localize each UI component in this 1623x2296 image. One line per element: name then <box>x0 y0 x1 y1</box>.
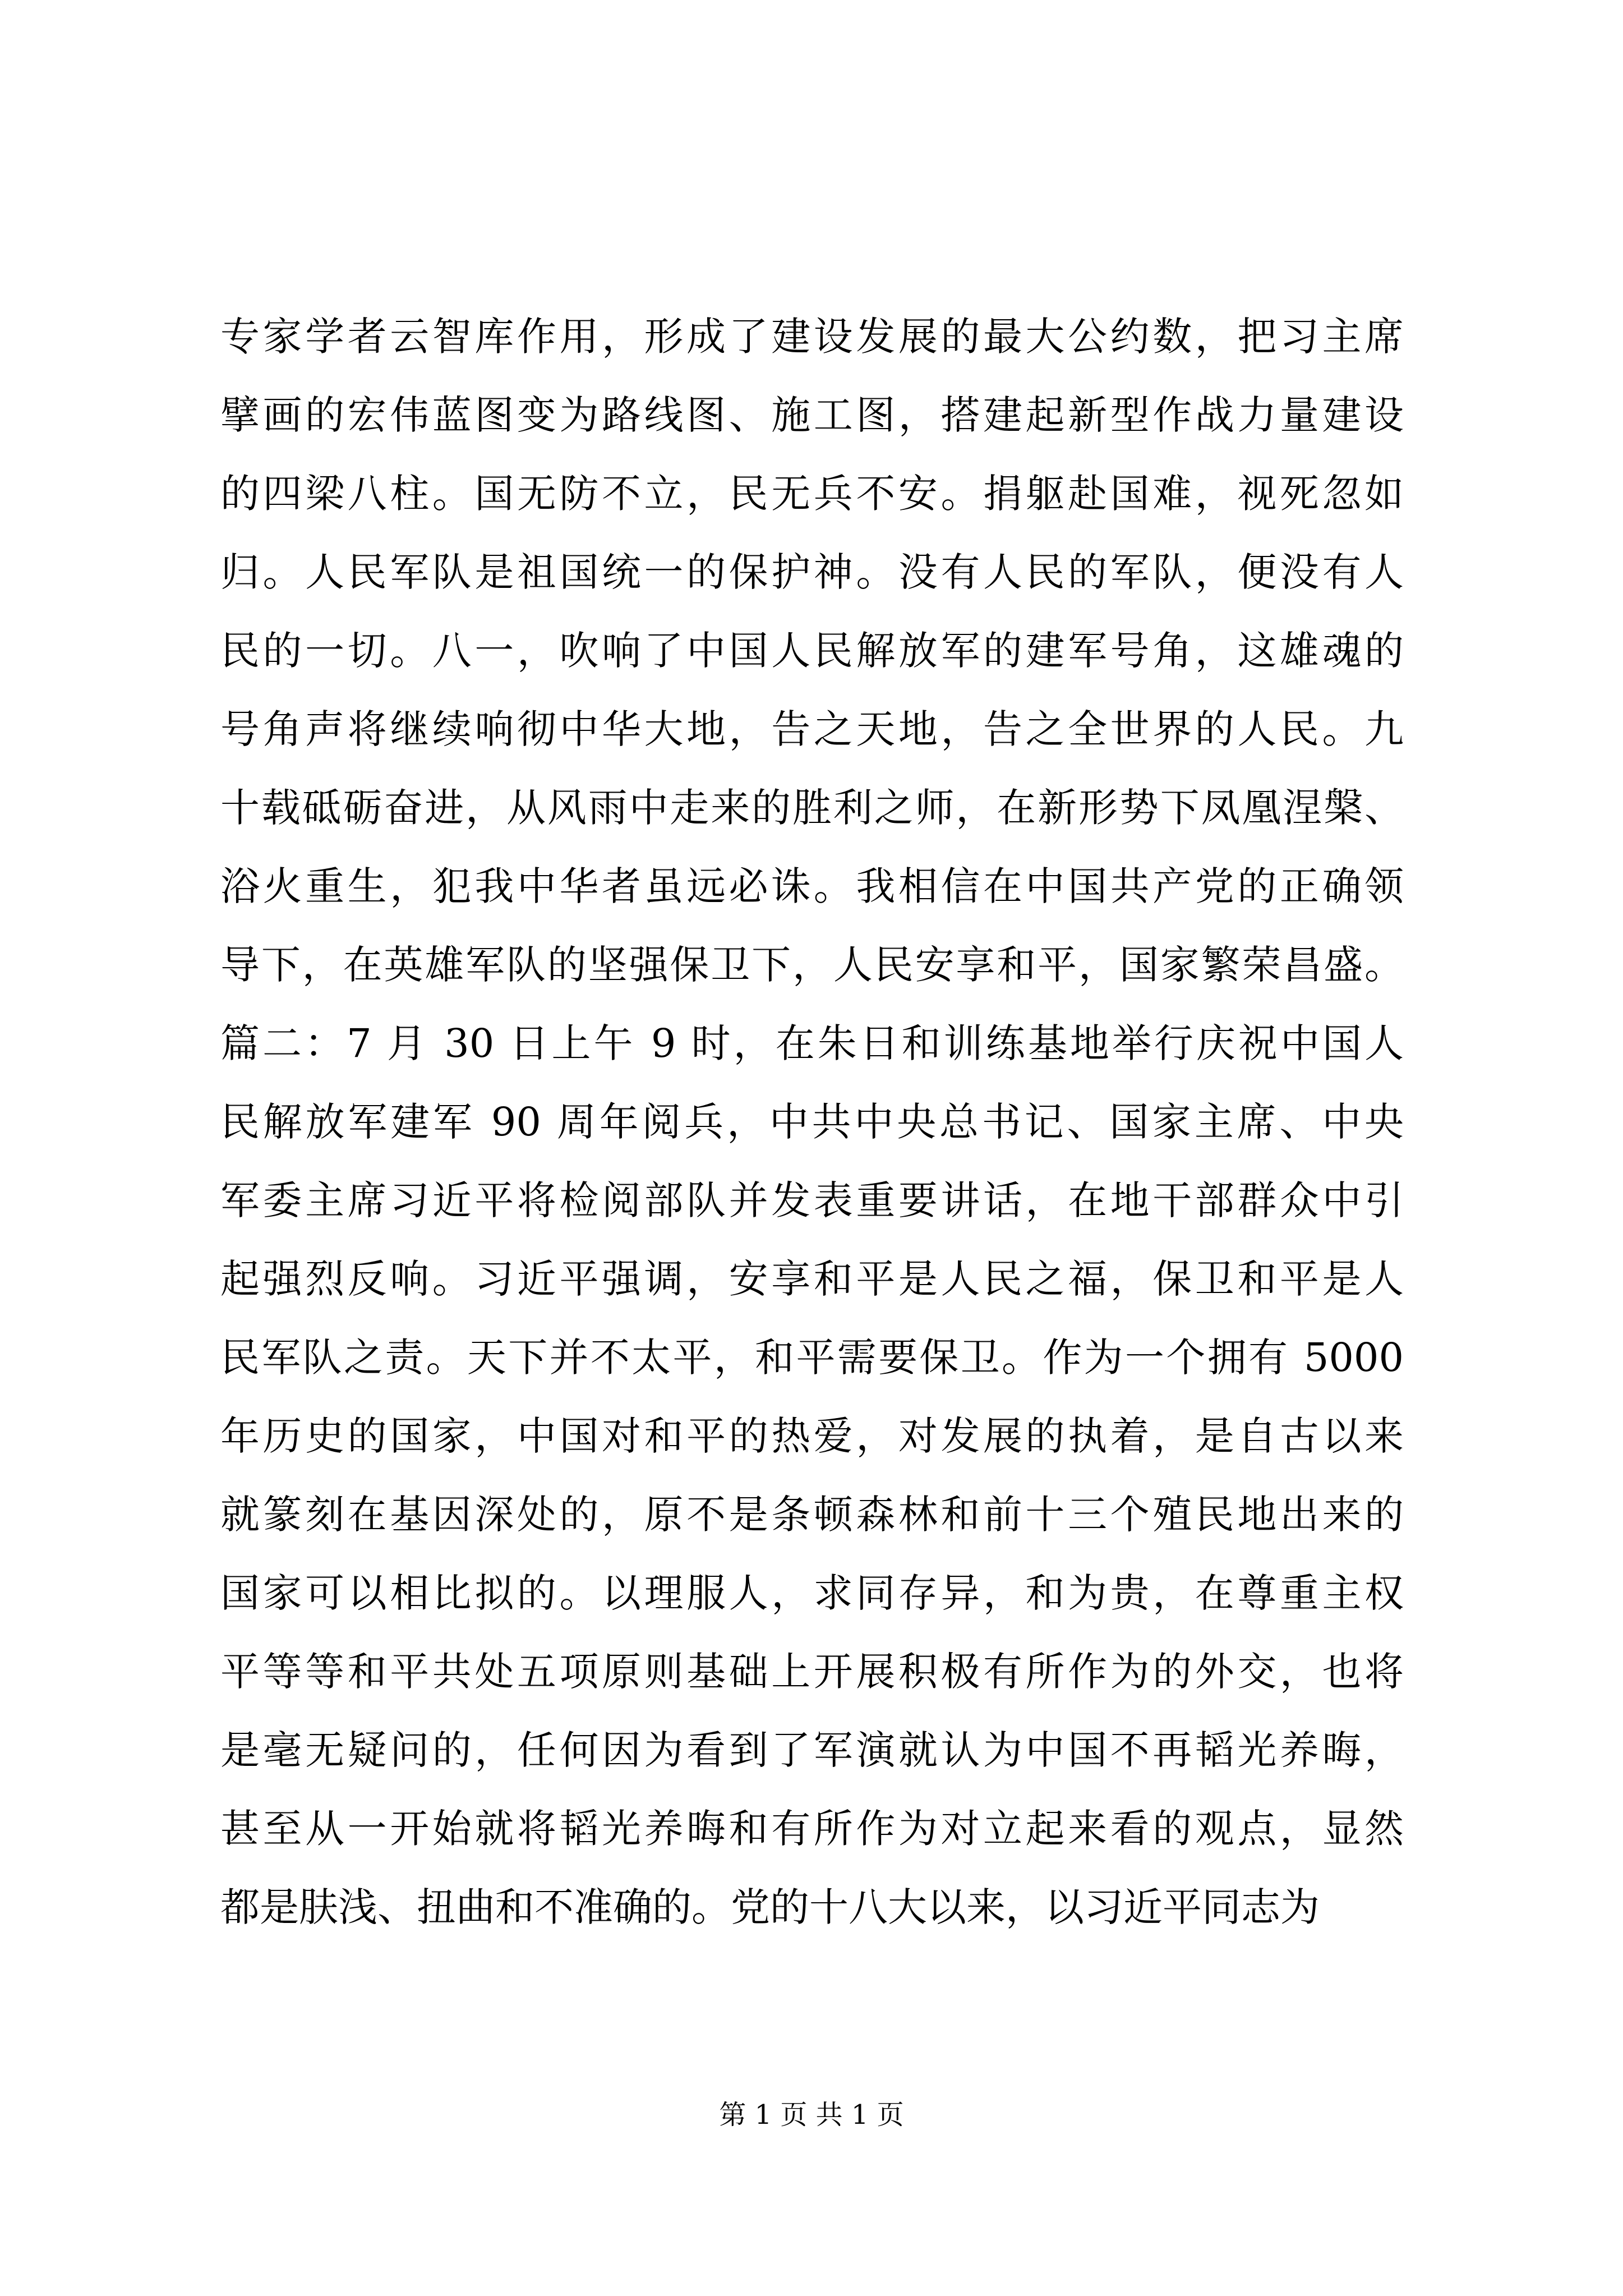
text-line: 号角声将继续响彻中华大地，告之天地，告之全世界的人民。九 <box>220 706 1404 752</box>
text-line: 的四梁八柱。国无防不立，民无兵不安。捐躯赴国难，视死忽如 <box>220 471 1404 517</box>
text-line: 平等等和平共处五项原则基础上开展积极有所作为的外交，也将 <box>220 1649 1404 1695</box>
text-line: 民的一切。八一，吹响了中国人民解放军的建军号角，这雄魂的 <box>220 628 1404 674</box>
text-line: 是毫无疑问的，任何因为看到了军演就认为中国不再韬光养晦， <box>220 1727 1404 1773</box>
text-line: 篇二：7 月 30 日上午 9 时，在朱日和训练基地举行庆祝中国人 <box>220 1020 1404 1066</box>
text-line: 浴火重生，犯我中华者虽远必诛。我相信在中国共产党的正确领 <box>220 863 1404 909</box>
page-number-label: 第 1 页 共 1 页 <box>719 2099 904 2131</box>
text-line: 十载砥砺奋进，从风雨中走来的胜利之师，在新形势下凤凰涅槃、 <box>220 785 1404 831</box>
text-line: 年历史的国家，中国对和平的热爱，对发展的执着，是自古以来 <box>220 1413 1404 1459</box>
text-line: 国家可以相比拟的。以理服人，求同存异，和为贵，在尊重主权 <box>220 1570 1404 1616</box>
text-line: 专家学者云智库作用，形成了建设发展的最大公约数，把习主席 <box>220 314 1404 360</box>
text-line: 就篆刻在基因深处的，原不是条顿森林和前十三个殖民地出来的 <box>220 1492 1404 1538</box>
text-line: 擘画的宏伟蓝图变为路线图、施工图，搭建起新型作战力量建设 <box>220 392 1404 438</box>
page-footer <box>0 2097 1623 2133</box>
text-line: 民解放军建军 90 周年阅兵，中共中央总书记、国家主席、中央 <box>220 1099 1404 1145</box>
text-line: 民军队之责。天下并不太平，和平需要保卫。作为一个拥有 5000 <box>220 1335 1404 1381</box>
text-line: 都是肤浅、扭曲和不准确的。党的十八大以来，以习近平同志为 <box>220 1884 1320 1930</box>
text-line: 归。人民军队是祖国统一的保护神。没有人民的军队，便没有人 <box>220 549 1404 595</box>
text-line: 起强烈反响。习近平强调，安享和平是人民之福，保卫和平是人 <box>220 1256 1404 1302</box>
text-line: 甚至从一开始就将韬光养晦和有所作为对立起来看的观点，显然 <box>220 1806 1404 1852</box>
text-line: 军委主席习近平将检阅部队并发表重要讲话，在地干部群众中引 <box>220 1177 1404 1223</box>
text-line: 导下，在英雄军队的坚强保卫下，人民安享和平，国家繁荣昌盛。 <box>220 942 1404 988</box>
body-text <box>220 297 1404 1947</box>
